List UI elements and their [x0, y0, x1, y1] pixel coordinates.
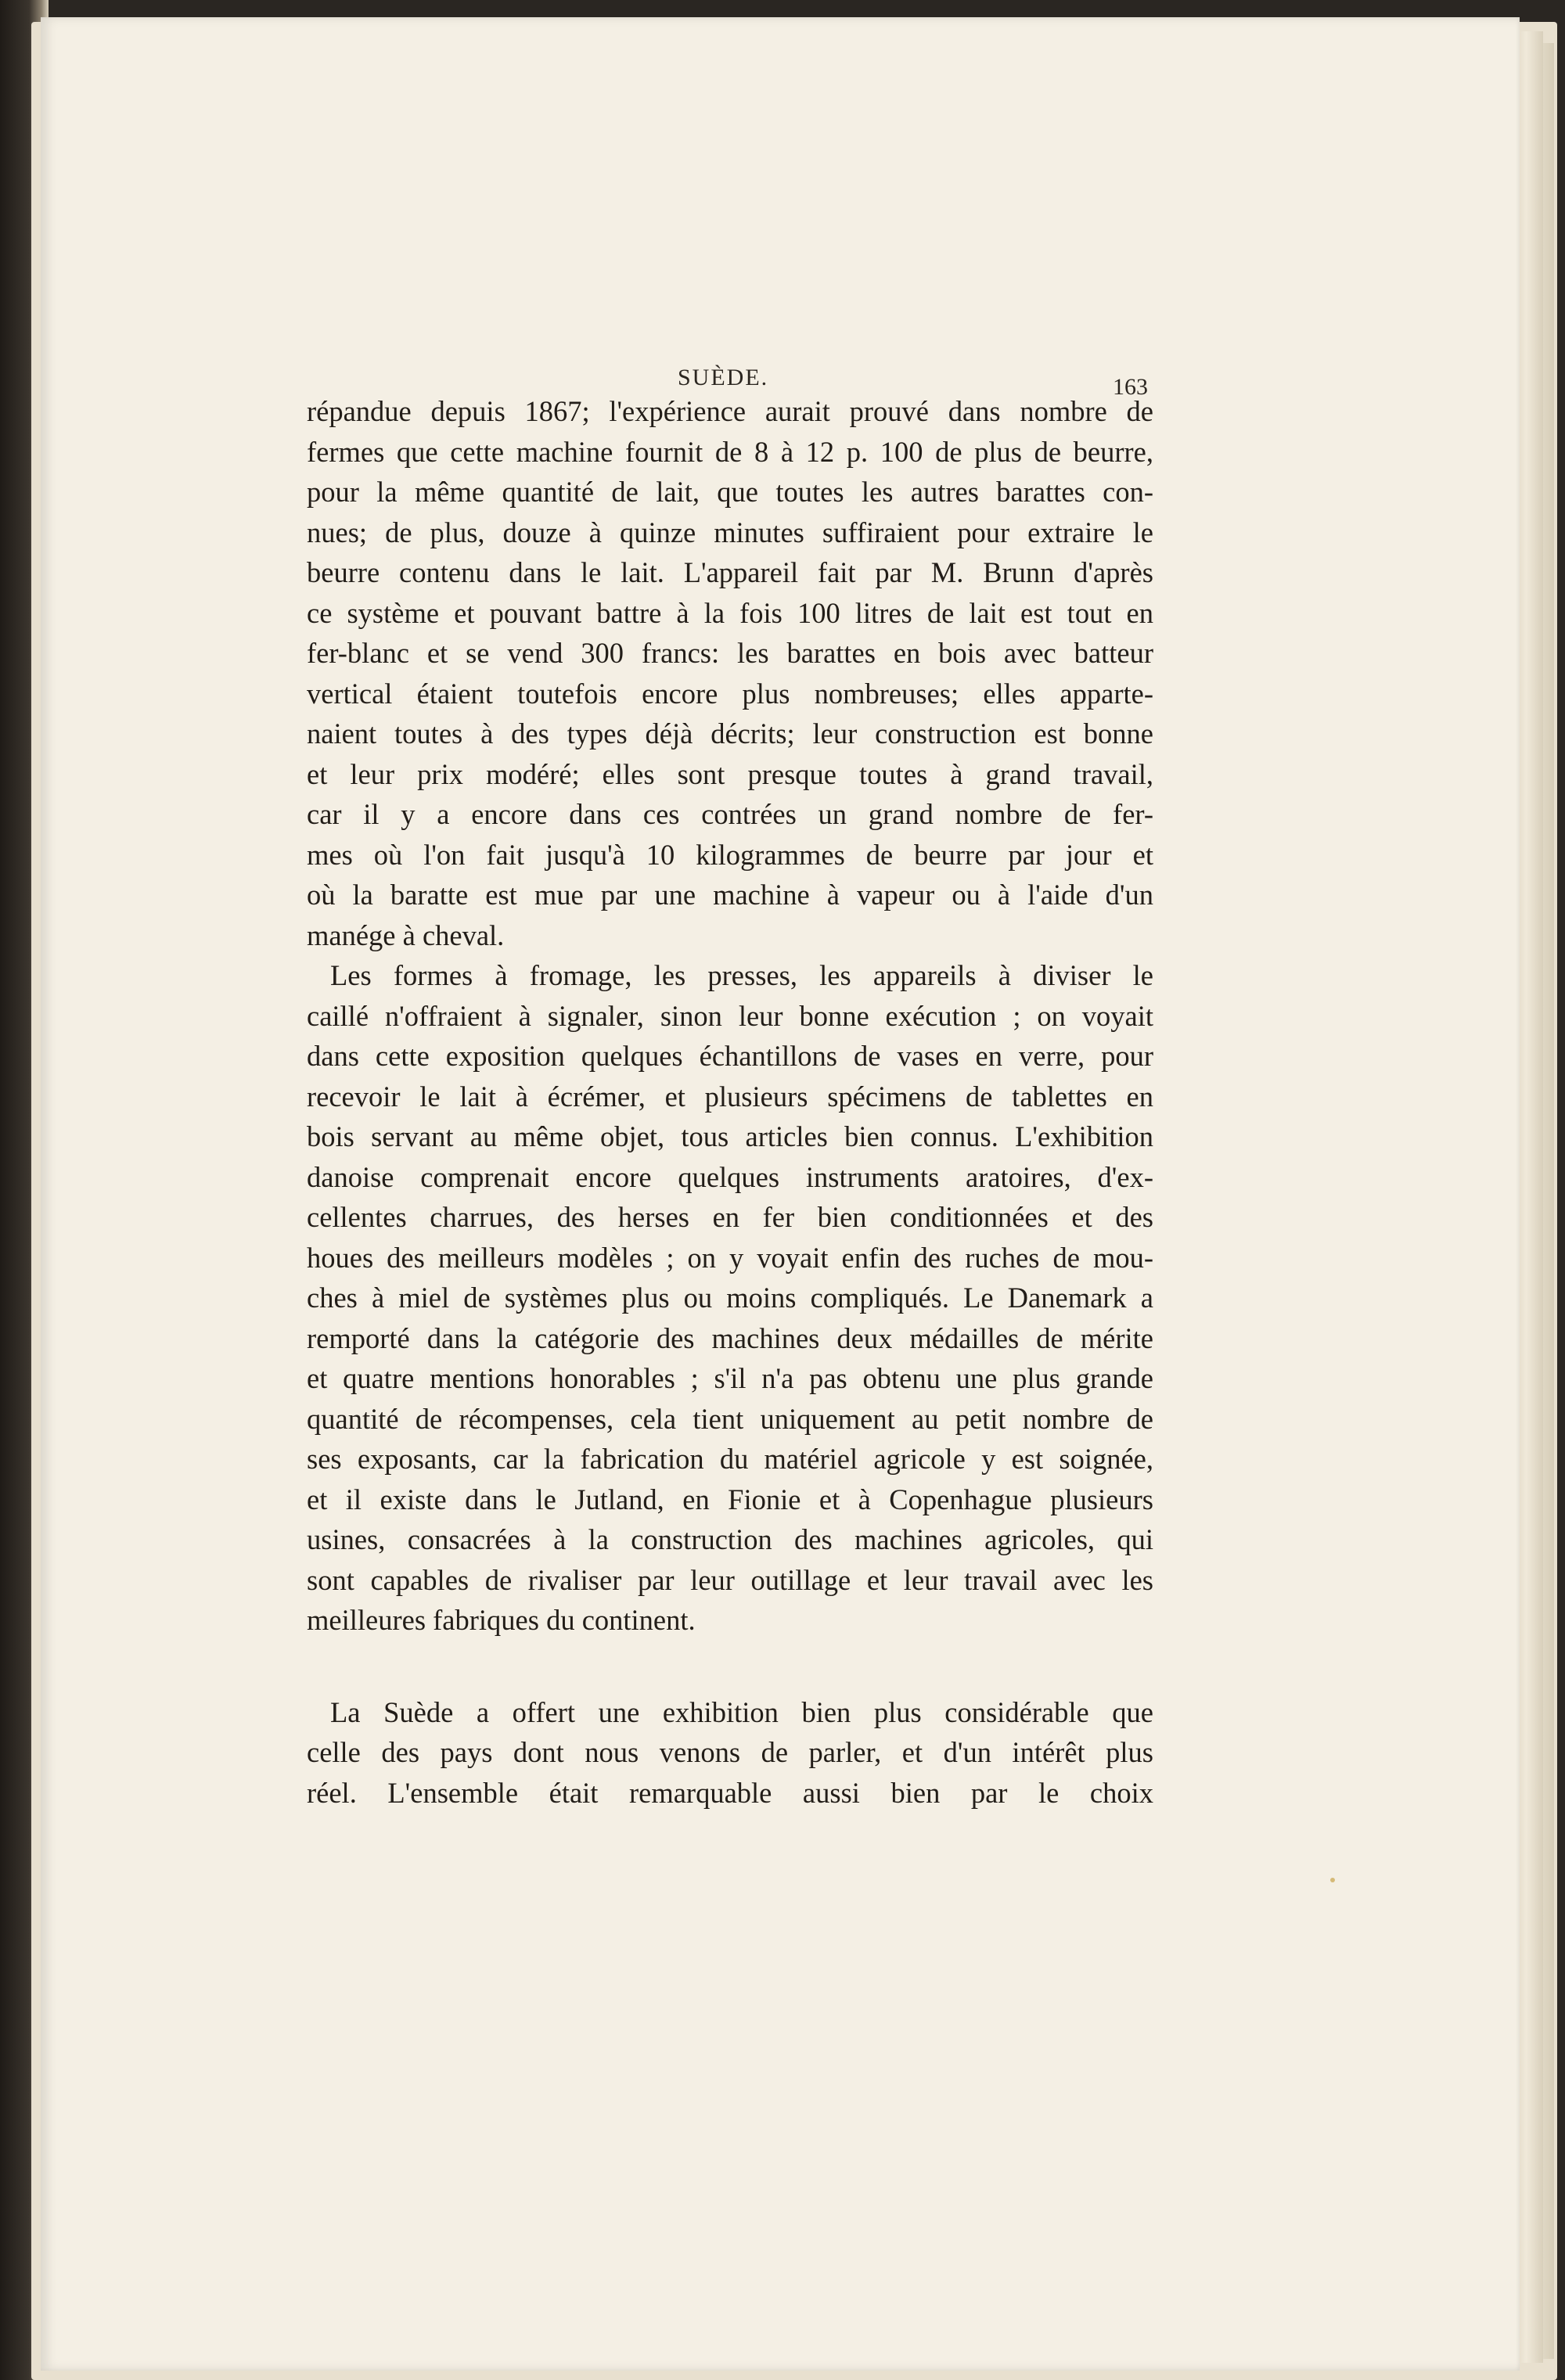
- text-line: cellentes charrues, des herses en fer bien conditionnées et des: [307, 1201, 1153, 1233]
- text-line: ses exposants, car la fabrication du matériel agricole y est soignée,: [307, 1443, 1153, 1475]
- text-line: Les formes à fromage, les presses, les appareils à diviser le: [330, 959, 1153, 991]
- text-line: remporté dans la catégorie des machines deux médailles de mérite: [307, 1321, 1153, 1354]
- text-line: naient toutes à des types déjà décrits; leur construction est bonne: [307, 717, 1153, 750]
- text-line: car il y a encore dans ces contrées un grand nombre de fer-: [307, 798, 1153, 830]
- text-line: ce système et pouvant battre à la fois 100 litres de lait est tout en: [307, 596, 1153, 629]
- ink-spot: [1330, 1878, 1335, 1882]
- text-line: quantité de récompenses, cela tient uniquement au petit nombre de: [307, 1402, 1153, 1435]
- page-number: 163: [1113, 374, 1148, 400]
- running-head-title: SUÈDE.: [678, 365, 769, 390]
- text-line: nues; de plus, douze à quinze minutes suffiraient pour extraire le: [307, 516, 1153, 548]
- text-line: et leur prix modéré; elles sont presque toutes à grand travail,: [307, 757, 1153, 790]
- text-line: La Suède a offert une exhibition bien plus considérable que: [330, 1695, 1153, 1728]
- text-line: danoise comprenait encore quelques instruments aratoires, d'ex-: [307, 1160, 1153, 1193]
- text-line: meilleures fabriques du continent.: [307, 1604, 696, 1636]
- text-line: recevoir le lait à écrémer, et plusieurs spécimens de tablettes en: [307, 1080, 1153, 1113]
- text-line: caillé n'offraient à signaler, sinon leur bonne exécution ; on voyait: [307, 999, 1153, 1032]
- text-line: fermes que cette machine fournit de 8 à 12 p. 100 de plus de beurre,: [307, 435, 1153, 468]
- text-line: ches à miel de systèmes plus ou moins compliqués. Le Danemark a: [307, 1282, 1153, 1314]
- paragraph-gap: [307, 1641, 1153, 1692]
- paragraph-3: [307, 1692, 1153, 1814]
- text-line: où la baratte est mue par une machine à vapeur ou à l'aide d'un: [307, 879, 1153, 911]
- text-line: dans cette exposition quelques échantillons de vases en verre, pour: [307, 1040, 1153, 1072]
- text-line: et quatre mentions honorables ; s'il n'a pas obtenu une plus grande: [307, 1362, 1153, 1394]
- text-line: vertical étaient toutefois encore plus nombreuses; elles apparte-: [307, 677, 1153, 710]
- text-line: pour la même quantité de lait, que toutes les autres barattes con-: [307, 476, 1153, 508]
- text-line: celle des pays dont nous venons de parler, et d'un intérêt plus: [307, 1736, 1153, 1768]
- body-text: [307, 391, 1153, 1813]
- text-line: houes des meilleurs modèles ; on y voyait enfin des ruches de mou-: [307, 1241, 1153, 1274]
- text-line: sont capables de rivaliser par leur outillage et leur travail avec les: [307, 1563, 1153, 1596]
- text-line: fer-blanc et se vend 300 francs: les barattes en bois avec batteur: [307, 637, 1153, 669]
- text-line: répandue depuis 1867; l'expérience aurait prouvé dans nombre de: [307, 395, 1153, 427]
- text-line: usines, consacrées à la construction des machines agricoles, qui: [307, 1523, 1153, 1555]
- text-line: beurre contenu dans le lait. L'appareil fait par M. Brunn d'après: [307, 556, 1153, 588]
- paragraph-2: [307, 955, 1153, 1641]
- text-line: manége à cheval.: [307, 919, 505, 951]
- text-line: mes où l'on fait jusqu'à 10 kilogrammes de beurre par jour et: [307, 838, 1153, 871]
- text-line: bois servant au même objet, tous articles bien connus. L'exhibition: [307, 1120, 1153, 1152]
- text-line: réel. L'ensemble était remarquable aussi bien par le choix: [307, 1776, 1153, 1809]
- paragraph-1: [307, 391, 1153, 955]
- text-line: et il existe dans le Jutland, en Fionie et à Copenhague plusieurs: [307, 1483, 1153, 1515]
